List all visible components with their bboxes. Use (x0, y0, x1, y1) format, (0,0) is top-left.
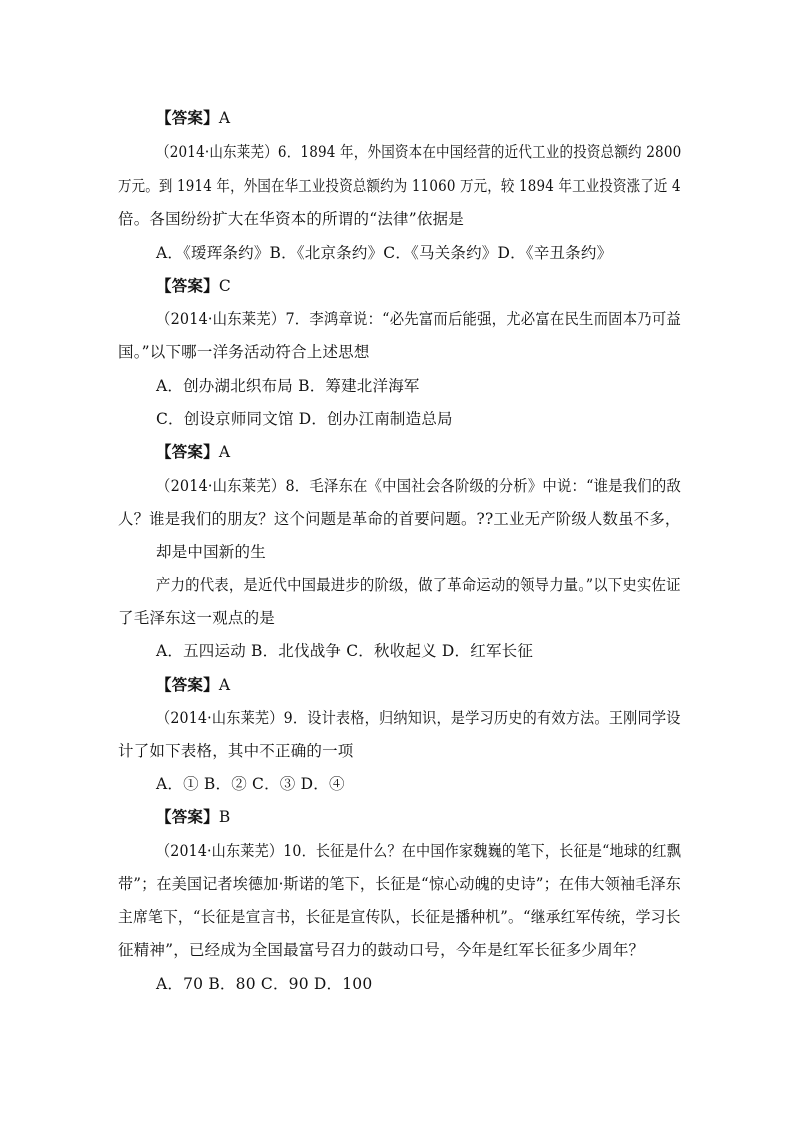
option-line: A．70 B．80 C．90 D．100 (156, 975, 373, 993)
question-line: 征精神”，已经成为全国最富号召力的鼓动口号，今年是红军长征多少周年？ (118, 941, 645, 959)
answer-value: C (218, 277, 231, 295)
question-line: （2014·山东莱芜）6．1894 年，外国资本在中国经营的近代工业的投资总额约 2800 (156, 143, 682, 161)
answer-value: A (218, 443, 231, 461)
option-line: A．《瑷珲条约》B．《北京条约》C．《马关条约》D．《辛丑条约》 (156, 244, 613, 262)
answer-label: 【答案】 (156, 807, 219, 826)
answer-line (156, 807, 230, 827)
answer-line (156, 675, 230, 695)
question-line: 计了如下表格，其中不正确的一项 (118, 742, 354, 760)
option-line: A．① B．② C．③ D．④ (156, 775, 345, 793)
answer-line (156, 442, 230, 462)
question-line: （2014·山东莱芜）7．李鸿章说：“必先富而后能强，尤必富在民生而固本乃可益 (156, 310, 681, 328)
answer-label: 【答案】 (156, 108, 219, 127)
answer-label: 【答案】 (156, 675, 219, 694)
question-line: 产力的代表，是近代中国最进步的阶级，做了革命运动的领导力量。”以下史实佐证 (156, 576, 681, 594)
question-line: 却是中国新的生 (156, 543, 266, 561)
option-line: A．五四运动 B．北伐战争 C．秋收起义 D．红军长征 (156, 642, 534, 660)
question-line: （2014·山东莱芜）9．设计表格，归纳知识，是学习历史的有效方法。王刚同学设 (156, 709, 681, 727)
answer-label: 【答案】 (156, 442, 219, 461)
question-line: 国。”以下哪一洋务活动符合上述思想 (118, 343, 370, 361)
question-line: 主席笔下，“长征是宣言书，长征是宣传队，长征是播种机”。“继承红军传统，学习长 (118, 908, 681, 926)
answer-line (156, 108, 230, 128)
option-line: C．创设京师同文馆 D．创办江南制造总局 (156, 410, 453, 428)
question-line: 带”；在美国记者埃德加·斯诺的笔下，长征是“惊心动魄的史诗”；在伟大领袖毛泽东 (118, 875, 682, 893)
answer-value: B (218, 808, 231, 826)
question-line: （2014·山东莱芜）10．长征是什么？在中国作家魏巍的笔下，长征是“地球的红飘 (156, 842, 682, 860)
question-line: 人？谁是我们的朋友？这个问题是革命的首要问题。??工业无产阶级人数虽不多， (118, 510, 681, 528)
question-line: 了毛泽东这一观点的是 (118, 609, 276, 627)
question-line: 万元。到 1914 年，外国在华工业投资总额约为 11060 万元，较 1894 年工业投资涨了近 4 (118, 177, 681, 195)
question-line: 倍。各国纷纷扩大在华资本的所谓的“法律”依据是 (118, 210, 464, 228)
answer-line (156, 276, 231, 296)
answer-value: A (218, 676, 231, 694)
answer-value: A (218, 109, 231, 127)
answer-label: 【答案】 (156, 276, 219, 295)
option-line: A．创办湖北织布局 B．筹建北洋海军 (156, 377, 420, 395)
question-line: （2014·山东莱芜）8．毛泽东在《中国社会各阶级的分析》中说：“谁是我们的敌 (156, 477, 681, 495)
